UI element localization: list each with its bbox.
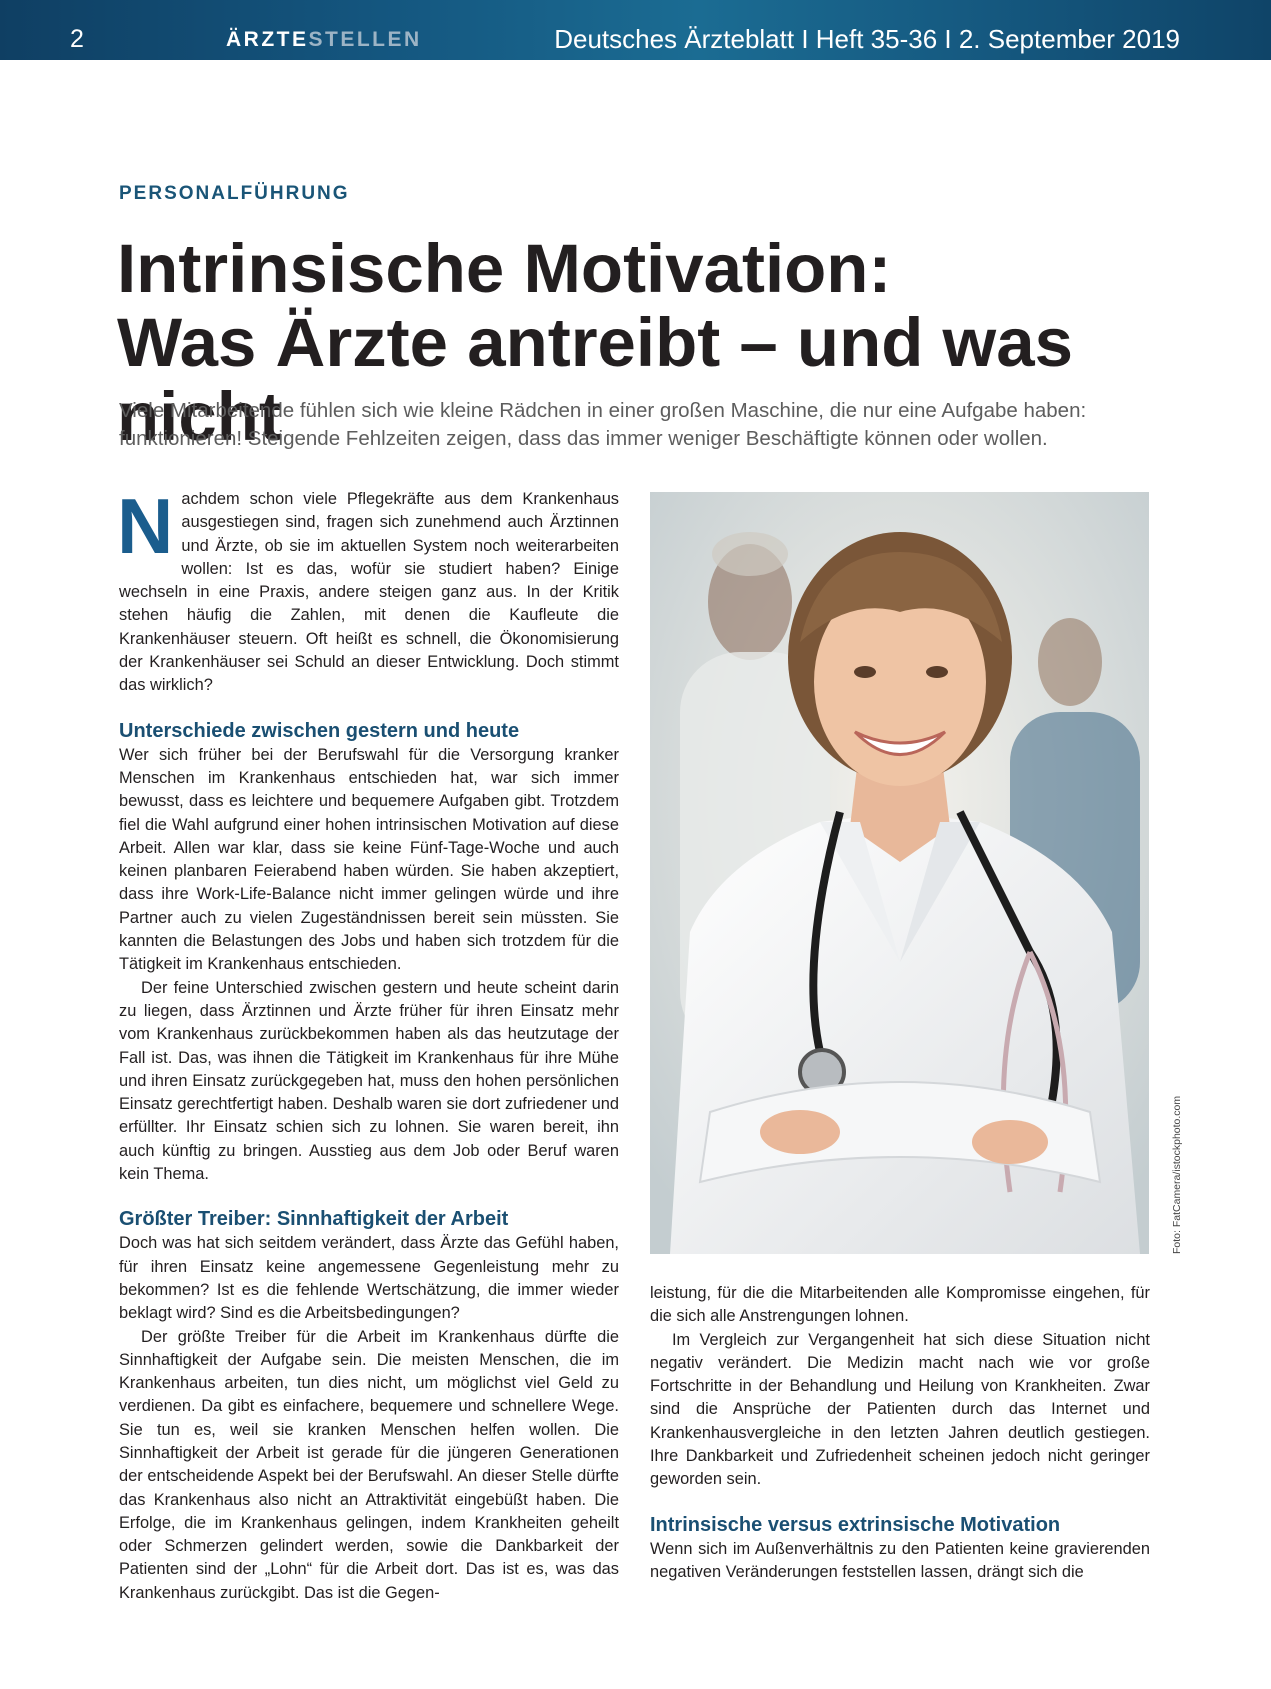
title-line-2: Was Ärzte antreibt – und was nicht — [117, 304, 1073, 455]
paragraph: Doch was hat sich seitdem verändert, dass Ärzte das Gefühl haben, für ihren Einsatz keine angemessene Gegenleistung mehr zu bekommen? Ist es die fehlende Wertschätzung, die immer wieder beklagt wird? Sind es die Arbeitsbedingungen? — [119, 1234, 619, 1323]
paragraph: Im Vergleich zur Vergangenheit hat sich diese Situation nicht negativ verändert. Die Medizin macht nach wie vor große Fortschritte in der Behandlung und Heilung von Krankheiten. Zwar sind die Ansprüche der Patienten durch das Internet und Krankenhausvergleiche in den letzten Jahren deutlich gestiegen. Ihre Dankbarkeit und Zufriedenheit scheinen jedoch nicht geringer geworden sein. — [650, 1330, 1150, 1489]
doctor-photo — [650, 492, 1149, 1254]
section-heading-2: Größter Treiber: Sinnhaftigkeit der Arbeit — [119, 1208, 509, 1231]
intro-paragraph: Nachdem schon viele Pflegekräfte aus dem Krankenhaus ausgestiegen sind, fragen sich zunehmend auch Ärztinnen und Ärzte, ob sie im aktuellen System noch weiterarbeiten wollen: Ist es das, wofür sie studiert haben? Einige wechseln in eine Praxis, andere steigen ganz aus. In der Kritik stehen häufig die Zahlen, mit denen die Kaufleute die Krankenhäuser steuern. Oft heißt es schnell, die Ökonomisierung der Krankenhäuser sei Schuld an dieser Entwicklung. Doch stimmt das wirklich? — [117, 482, 619, 695]
doctor-illustration — [650, 492, 1149, 1254]
aerztestellen-logo: ÄRZTESTELLEN — [226, 28, 422, 51]
paragraph: leistung, für die die Mitarbeitenden alle Kompromisse eingehen, für die sich alle Anstrengungen lohnen. — [650, 1284, 1150, 1326]
page-number: 2 — [70, 25, 84, 53]
section-heading-1: Unterschiede zwischen gestern und heute — [119, 719, 520, 742]
right-column — [650, 1282, 1150, 1584]
photo-credit: Foto: FatCamera/istockphoto.com — [1171, 1095, 1183, 1254]
article-lead: Viele Mitarbeitende fühlen sich wie kleine Rädchen in einer großen Maschine, die nur eine Aufgabe haben: funktionieren! Steigende Fehlzeiten zeigen, dass das immer weniger Beschäftigte können oder wollen. — [119, 399, 1087, 450]
title-line-1: Intrinsische Motivation: — [117, 230, 892, 307]
left-column — [117, 482, 619, 1605]
page-header — [0, 0, 1271, 60]
issue-info: Deutsches Ärzteblatt I Heft 35-36 I 2. September 2019 — [554, 24, 1180, 54]
section-heading-3: Intrinsische versus extrinsische Motivation — [650, 1513, 1061, 1536]
section-kicker: PERSONALFÜHRUNG — [119, 183, 350, 204]
paragraph: Wenn sich im Außenverhältnis zu den Patienten keine gravierenden negativen Veränderungen feststellen lassen, drängt sich die — [650, 1539, 1150, 1581]
paragraph: Der größte Treiber für die Arbeit im Krankenhaus dürfte die Sinnhaftigkeit der Aufgabe sein. Die meisten Menschen, die im Krankenhaus arbeiten, tun dies nicht, um möglichst viel Geld zu verdienen. Da gibt es einfachere, bequemere und schnellere Wege. Sie tun es, weil sie kranken Menschen helfen wollen. Die Sinnhaftigkeit der Arbeit ist gerade für die jüngeren Generationen der entscheidende Aspekt bei der Berufswahl. An dieser Stelle dürfte das Krankenhaus also nicht an Attraktivität eingebüßt haben. Die Erfolge, die im Krankenhaus gelingen, indem Krankheiten geheilt oder Schmerzen gelindert werden, sowie die Dankbarkeit der Patienten sind der „Lohn“ für die Arbeit dort. Das ist es, was das Krankenhaus zurückgibt. Das ist die Gegen- — [119, 1327, 619, 1602]
drop-cap: N — [117, 482, 174, 570]
paragraph: Wer sich früher bei der Berufswahl für die Versorgung kranker Menschen im Krankenhaus entschieden hat, war sich immer bewusst, dass es leichtere und bequemere Aufgaben gibt. Trotzdem fiel die Wahl aufgrund einer hohen intrinsischen Motivation auf diese Arbeit. Allen war klar, dass sie keine Fünf-Tage-Woche und auch keinen planbaren Feierabend haben würden. Sie haben akzeptiert, dass ihre Work-Life-Balance nicht immer gelingen würde und ihre Partner auch zu vielen Zugeständnissen bereit sein müssten. Sie kannten die Belastungen des Jobs und haben sich trotzdem für die Tätigkeit im Krankenhaus entschieden. — [119, 745, 619, 974]
paragraph: Der feine Unterschied zwischen gestern und heute scheint darin zu liegen, dass Ärztinnen und Ärzte früher für ihren Einsatz mehr vom Krankenhaus zurückbekommen haben als das heutzutage der Fall ist. Das, was ihnen die Tätigkeit im Krankenhaus für ihre Mühe und ihren Einsatz zurückgegeben hat, muss den hohen persönlichen Einsatz gerechtfertigt haben. Deshalb waren sie dort zufriedener und erfüllter. Ihr Einsatz schien sich zu lohnen. Sie waren bereit, ihn auch künftig zu bringen. Ausstieg aus dem Job oder Beruf waren kein Thema. — [119, 978, 619, 1184]
